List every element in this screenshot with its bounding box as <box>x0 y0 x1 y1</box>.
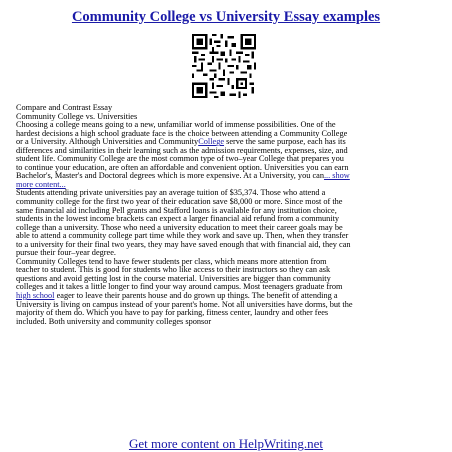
paragraph-line: included. Both university and community colleges sponsor <box>16 316 212 326</box>
text-segment: eager to leave their parents house and do grown up things. The benefit of attending a <box>54 291 338 301</box>
paragraph-line <box>16 172 441 181</box>
paragraph-line: Community Colleges tend to have fewer students per class, which means more attention from <box>16 256 327 266</box>
paragraph-line: student life. Community College are the most common type of two–year College that prepares you <box>16 154 344 164</box>
text-segment: serve the same purpose, each has its <box>224 137 346 147</box>
paragraph-line: hardest decisions a high school graduate face is the choice between attending a Community College <box>16 128 348 138</box>
paragraph-line: community college for the first two year of their education save $8,000 or more. Since most of the <box>16 197 343 207</box>
paragraph-line: pursue their four–year degree. <box>16 248 116 258</box>
paragraph-line: University is living on campus instead of your parent's home. Not all universities have dorms, but the <box>16 299 353 309</box>
essay-body <box>16 104 441 326</box>
paragraph-line: able to attend a community college part time while they work and save up. Then, when they transfer <box>16 231 349 241</box>
paragraph-line: Students attending private universities pay an average tuition of $35,374. Those who attend a <box>16 188 326 198</box>
paragraph-line: colleges and it takes a little longer to find your way around campus. Most teenagers graduate from <box>16 282 343 292</box>
text-segment: or a University. Although Universities and Community <box>16 137 199 147</box>
paragraph-line: to a university for their final two years, they may have saved enough that with financial aid, they can <box>16 239 351 249</box>
paragraph-line: college than a university. Those who need a university education to meet their career goals may be <box>16 222 343 232</box>
text-segment: Bachelor's, Master's and Doctoral degrees which is more expensive. At a University, you can <box>16 171 324 181</box>
paragraph-line: students in the lowest income brackets can expect a larger financial aid refund from a community <box>16 214 340 224</box>
document-title[interactable]: Community College vs University Essay examples <box>71 9 381 25</box>
paragraph-line: teacher to student. This is good for students who like access to their instructors so they can ask <box>16 265 331 275</box>
paragraph-line: majority of them do. Which you have to pay for parking, fitness center, laundry and other fees <box>16 308 329 318</box>
show-more-link[interactable]: ... show <box>323 171 350 181</box>
qr-code-icon <box>192 34 256 98</box>
paragraph-line: Choosing a college means going to a new, unfamiliar world of immense possibilities. One of the <box>16 120 336 130</box>
paragraph-line: same financial aid including Pell grants and Stafford loans is available for any institution choice, <box>16 205 337 215</box>
college-link[interactable]: College <box>198 137 225 147</box>
more-content-link[interactable]: more content... <box>16 179 66 189</box>
helpwriting-link[interactable]: Get more content on HelpWriting.net <box>128 436 324 451</box>
high-school-link[interactable]: high school <box>16 291 55 301</box>
essay-subheading: Community College vs. Universities <box>16 111 138 121</box>
essay-heading: Compare and Contrast Essay <box>16 103 113 112</box>
paragraph-line: to continue your education, are often an affordable and convenient option. Universities you can earn <box>16 162 349 172</box>
paragraph-line: questions and avoid getting lost in the course material. Universities are bigger than community <box>16 273 331 283</box>
paragraph-line: differences and similarities in their learning such as the admission requirements, expenses, size, and <box>16 145 348 155</box>
